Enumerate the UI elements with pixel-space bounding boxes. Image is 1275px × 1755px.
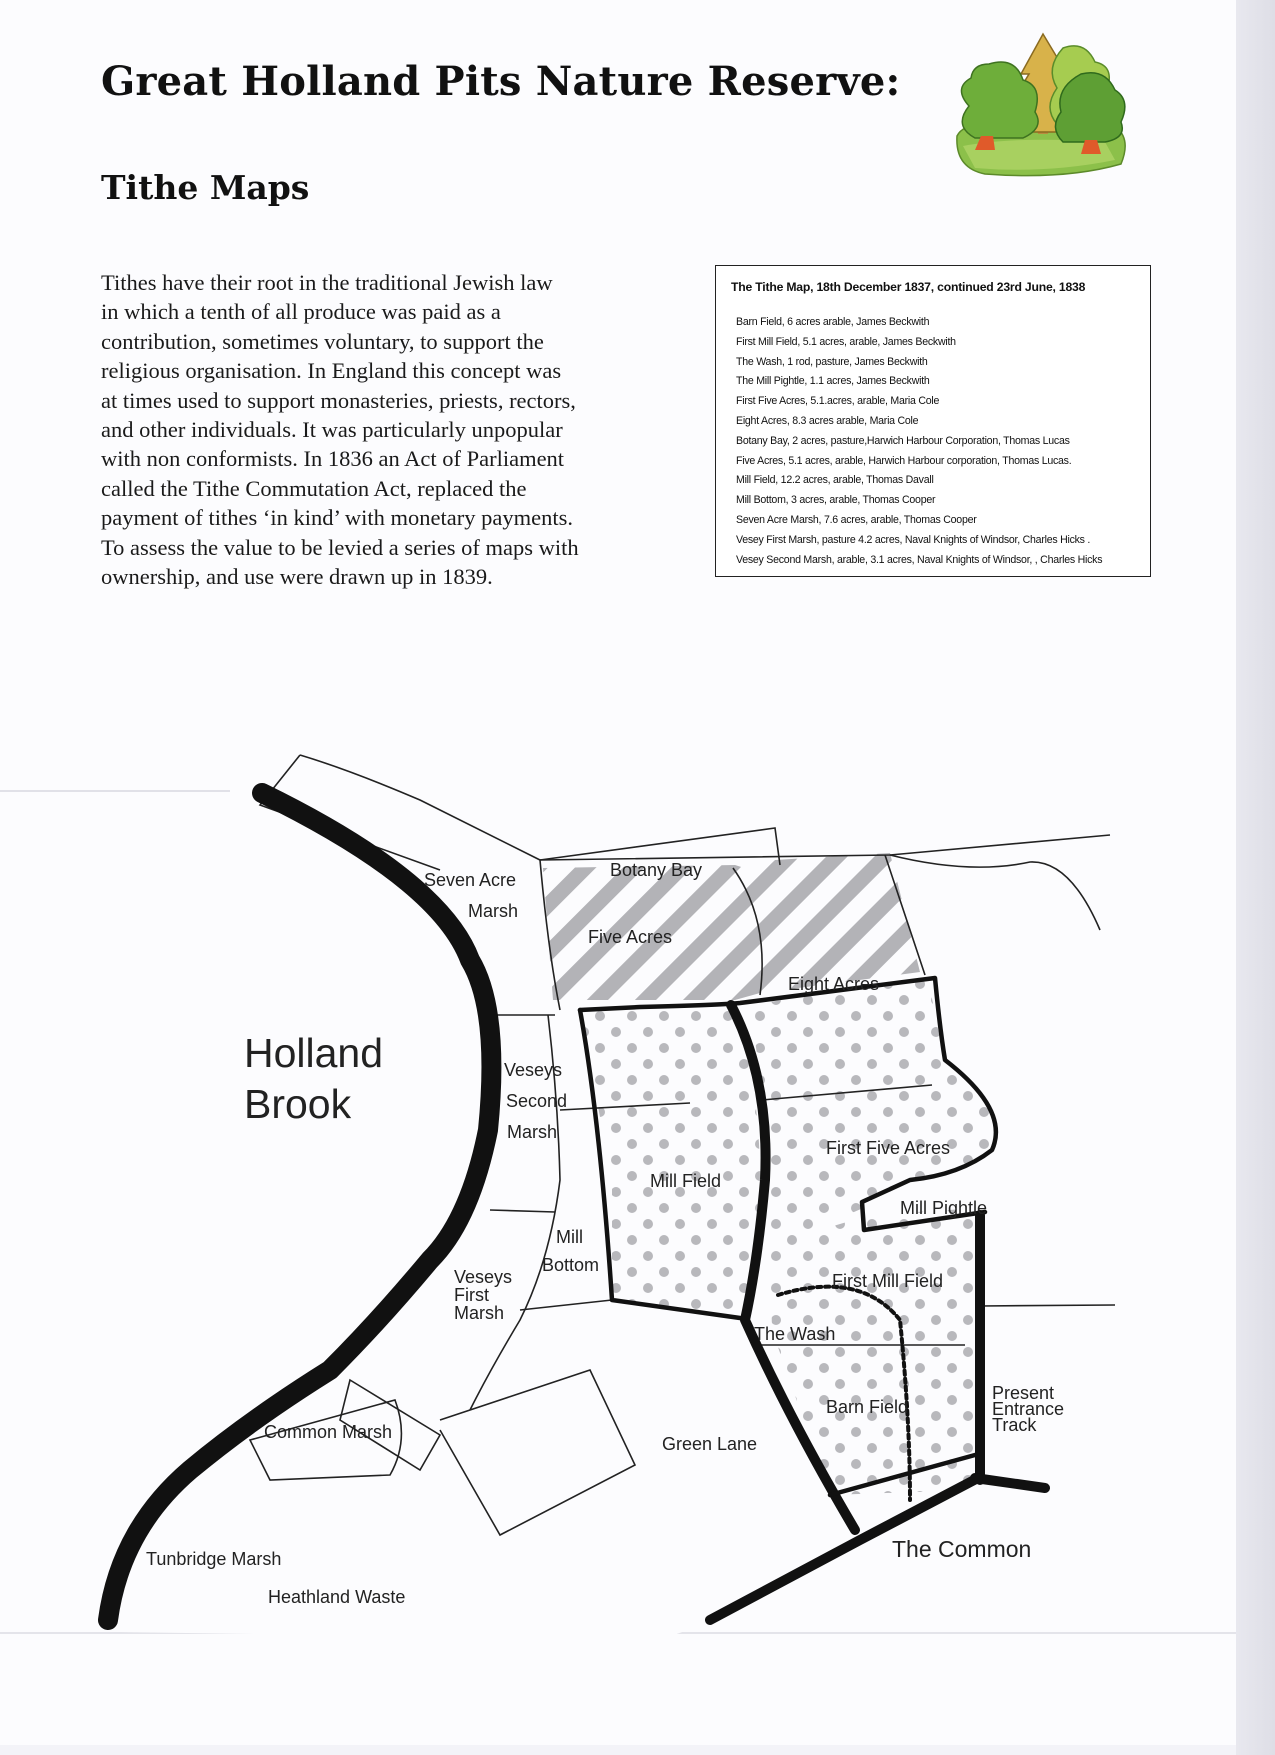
intro-line: at times used to support monasteries, priests, rectors,: [101, 387, 576, 413]
label-five-acres: Five Acres: [588, 927, 673, 947]
tithe-entry: Eight Acres, 8.3 acres arable, Maria Cole: [736, 414, 919, 427]
tithe-entry: Mill Field, 12.2 acres, arable, Thomas Davall: [736, 474, 934, 487]
tithe-entry: Seven Acre Marsh, 7.6 acres, arable, Thomas Cooper: [736, 513, 977, 526]
label-common-marsh: Common Marsh: [264, 1422, 393, 1442]
tithe-entry: First Five Acres, 5.1.acres, arable, Maria Cole: [736, 395, 940, 408]
tithe-register-list: [736, 313, 1102, 570]
label-track: Track: [992, 1415, 1037, 1435]
intro-paragraph: [101, 268, 661, 591]
tithe-entry: First Mill Field, 5.1 acres, arable, James Beckwith: [736, 335, 956, 348]
tithe-entry: Vesey First Marsh, pasture 4.2 acres, Naval Knights of Windsor, Charles Hicks .: [736, 533, 1091, 546]
tithe-register-heading: The Tithe Map, 18th December 1837, continued 23rd June, 1838: [731, 280, 1086, 294]
label-the-wash: The Wash: [754, 1324, 836, 1344]
intro-line: payment of tithes ‘in kind’ with monetary payments.: [101, 505, 573, 531]
label-veseys-first: Veseys: [454, 1267, 513, 1287]
label-first: First: [454, 1285, 489, 1305]
label-holland: Holland: [244, 1030, 384, 1076]
trees-icon: [945, 28, 1135, 180]
intro-line: religious organisation. In England this concept was: [101, 358, 562, 384]
tithe-entry: Mill Bottom, 3 acres, arable, Thomas Cooper: [736, 494, 936, 507]
page-title: Great Holland Pits Nature Reserve:: [101, 58, 901, 105]
tithe-map: [0, 740, 1236, 1670]
tithe-entry: Vesey Second Marsh, arable, 3.1 acres, Naval Knights of Windsor, , Charles Hicks: [736, 553, 1103, 566]
label-green-lane: Green Lane: [662, 1434, 758, 1454]
label-mill: Mill: [556, 1227, 583, 1247]
label-tunbridge-marsh: Tunbridge Marsh: [146, 1549, 282, 1569]
tithe-entry: Five Acres, 5.1 acres, arable, Harwich Harbour corporation, Thomas Lucas.: [736, 454, 1072, 467]
intro-line: Tithes have their root in the traditional Jewish law: [101, 270, 553, 295]
tithe-entry: The Wash, 1 rod, pasture, James Beckwith: [736, 355, 928, 368]
label-first-mill-field: First Mill Field: [832, 1271, 943, 1291]
intro-line: with non conformists. In 1836 an Act of Parliament: [101, 446, 565, 472]
label-bottom: Bottom: [542, 1255, 600, 1275]
label-mill-field: Mill Field: [650, 1171, 722, 1191]
page-edge: [1236, 0, 1275, 1755]
label-botany-bay: Botany Bay: [610, 860, 703, 880]
label-second: Second: [506, 1091, 568, 1111]
label-mill-pightle: Mill Pightle: [900, 1198, 988, 1218]
intro-line: contribution, sometimes voluntary, to support the: [101, 328, 544, 354]
intro-line: To assess the value to be levied a series of maps with: [101, 534, 579, 560]
label-seven-acre: Seven Acre: [424, 870, 517, 890]
page-subtitle: Tithe Maps: [101, 168, 310, 207]
label-marsh-first: Marsh: [454, 1303, 505, 1323]
label-veseys-second: Veseys: [504, 1060, 563, 1080]
tithe-register-box: [715, 265, 1151, 577]
label-present: Present: [992, 1383, 1055, 1403]
label-the-common: The Common: [892, 1536, 1032, 1562]
label-first-five-acres: First Five Acres: [826, 1138, 951, 1158]
intro-line: called the Tithe Commutation Act, replaced the: [101, 475, 527, 501]
tithe-entry: Barn Field, 6 acres arable, James Beckwith: [736, 316, 930, 328]
intro-line: in which a tenth of all produce was paid as a: [101, 299, 501, 325]
label-eight-acres: Eight Acres: [788, 974, 880, 994]
label-marsh-seven: Marsh: [468, 901, 519, 921]
label-barn-field: Barn Field: [826, 1397, 909, 1417]
tithe-entry: The Mill Pightle, 1.1 acres, James Beckwith: [736, 375, 930, 388]
label-heathland-waste: Heathland Waste: [268, 1587, 406, 1607]
tithe-entry: Botany Bay, 2 acres, pasture,Harwich Harbour Corporation, Thomas Lucas: [736, 434, 1070, 447]
label-brook: Brook: [244, 1081, 352, 1127]
intro-line: and other individuals. It was particularly unpopular: [101, 417, 563, 443]
label-entrance: Entrance: [992, 1399, 1065, 1419]
label-marsh-second: Marsh: [507, 1122, 558, 1142]
intro-line: ownership, and use were drawn up in 1839.: [101, 564, 493, 590]
